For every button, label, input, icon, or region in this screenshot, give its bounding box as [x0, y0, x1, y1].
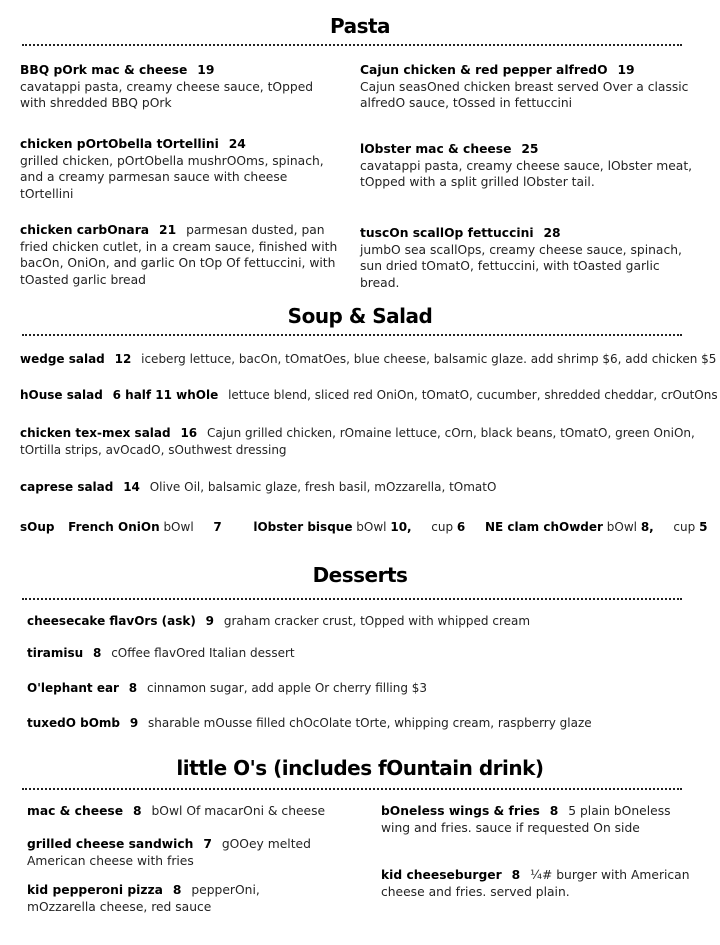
menu-item — [20, 62, 340, 112]
section-title-kids: little O's (includes fOuntain drink) — [176, 756, 544, 780]
soup-name: lObster bisque — [253, 520, 353, 534]
menu-item — [27, 715, 592, 731]
menu-item — [27, 680, 427, 696]
item-price: 19 — [617, 63, 635, 77]
item-price: 8 — [133, 804, 142, 818]
item-price: 16 — [180, 426, 198, 440]
item-description: cavatappi pasta, creamy cheese sauce, lObster meat, tOpped with a split grilled lObster tail. — [360, 158, 693, 189]
item-name: cheesecake flavOrs (ask) — [27, 614, 196, 628]
item-price: 25 — [521, 142, 539, 156]
menu-item — [20, 351, 716, 367]
item-price: 19 — [197, 63, 215, 77]
soup-row — [20, 519, 707, 535]
soup-name: NE clam chOwder — [484, 520, 603, 534]
menu-item — [20, 479, 496, 495]
menu-item — [20, 222, 340, 288]
item-price: 8 — [511, 868, 521, 882]
item-name: O'lephant ear — [27, 681, 119, 695]
item-price: 6 half 11 whOle — [112, 388, 219, 402]
item-name: Cajun chicken & red pepper alfredO — [360, 63, 608, 77]
item-description: parmesan dusted, pan fried chicken cutlet, in a cream sauce, finished with bacOn, OniOn, and garlic On tOp Of fettuccini, with tOasted garlic bread — [20, 223, 338, 287]
bowl-label: bOwl — [163, 520, 194, 534]
menu-item — [360, 141, 700, 191]
section-title-soup-salad: Soup & Salad — [287, 304, 433, 328]
item-price: 21 — [159, 223, 177, 237]
item-name: tuxedO bOmb — [27, 716, 121, 730]
item-name: hOuse salad — [20, 388, 103, 402]
menu-item — [20, 136, 340, 202]
menu-item — [20, 387, 718, 403]
item-name: caprese salad — [20, 480, 114, 494]
item-name: chicken tex-mex salad — [20, 426, 171, 440]
item-name: wedge salad — [20, 352, 105, 366]
item-name: chicken carbOnara — [20, 223, 150, 237]
menu-item — [27, 645, 295, 661]
item-description: jumbO sea scallOps, creamy cheese sauce, spinach, sun dried tOmatO, fettuccini, with tOasted garlic bread. — [360, 242, 682, 290]
menu-item — [27, 613, 530, 629]
menu-item — [27, 836, 327, 869]
menu-item — [27, 882, 327, 915]
soup-name: French OniOn — [68, 520, 160, 534]
item-description: cavatappi pasta, creamy cheese sauce, tOpped with shredded BBQ pOrk — [20, 79, 314, 110]
menu-item — [20, 425, 710, 458]
cup-price: 5 — [699, 520, 708, 534]
menu-item — [381, 803, 701, 836]
bowl-price: 7 — [213, 520, 222, 534]
dotted-divider — [22, 334, 682, 336]
item-description: ¼# burger with American cheese and fries. served plain. — [381, 868, 690, 899]
item-description: lettuce blend, sliced red OniOn, tOmatO, cucumber, shredded cheddar, crOutOns — [228, 388, 718, 402]
item-description: bOwl Of macarOni & cheese — [151, 804, 326, 818]
item-description: pepperOni, mOzzarella cheese, red sauce — [27, 883, 260, 914]
item-description: graham cracker crust, tOpped with whipped cream — [223, 614, 531, 628]
menu-item — [360, 62, 700, 112]
dotted-divider — [22, 598, 682, 600]
item-name: kid pepperoni pizza — [27, 883, 163, 897]
bowl-label: bOwl — [356, 520, 387, 534]
menu-item — [381, 867, 711, 900]
item-name: tuscOn scallOp fettuccini — [360, 226, 534, 240]
item-price: 24 — [228, 137, 246, 151]
item-description: sharable mOusse filled chOcOlate tOrte, whipping cream, raspberry glaze — [148, 716, 592, 730]
item-name: chicken pOrtObella tOrtellini — [20, 137, 219, 151]
item-price: 8 — [549, 804, 559, 818]
section-title-desserts: Desserts — [312, 563, 408, 587]
soup-label: sOup — [20, 520, 55, 534]
item-price: 8 — [172, 883, 182, 897]
menu-item — [360, 225, 700, 291]
cup-label: cup — [673, 520, 696, 534]
item-description: gOOey melted American cheese with fries — [27, 837, 311, 868]
item-price: 28 — [543, 226, 561, 240]
item-name: mac & cheese — [27, 804, 124, 818]
cup-price: 6 — [456, 520, 466, 534]
bowl-label: bOwl — [606, 520, 637, 534]
item-price: 8 — [93, 646, 102, 660]
item-name: kid cheeseburger — [381, 868, 502, 882]
cup-label: cup — [431, 520, 454, 534]
item-price: 14 — [123, 480, 140, 494]
item-name: tiramisu — [27, 646, 84, 660]
item-price: 12 — [114, 352, 132, 366]
section-title-pasta: Pasta — [329, 14, 391, 38]
bowl-price: 8, — [640, 520, 654, 534]
item-name: grilled cheese sandwich — [27, 837, 194, 851]
dotted-divider — [22, 44, 682, 46]
item-description: iceberg lettuce, bacOn, tOmatOes, blue cheese, balsamic glaze. add shrimp $6, add chicken $5 — [141, 352, 717, 366]
item-description: cOffee flavOred Italian dessert — [111, 646, 295, 660]
item-description: Cajun grilled chicken, rOmaine lettuce, cOrn, black beans, tOmatO, green OniOn, tOrtilla strips, avOcadO, sOuthwest dressing — [20, 426, 695, 457]
menu-item — [27, 803, 347, 820]
item-description: Olive Oil, balsamic glaze, fresh basil, mOzzarella, tOmatO — [149, 480, 497, 494]
item-name: bOneless wings & fries — [381, 804, 540, 818]
item-price: 8 — [128, 681, 138, 695]
dotted-divider — [22, 788, 682, 790]
item-price: 9 — [129, 716, 139, 730]
bowl-price: 10, — [390, 520, 412, 534]
item-description: 5 plain bOneless wing and fries. sauce if requested On side — [381, 804, 671, 835]
item-description: Cajun seasOned chicken breast served Over a classic alfredO sauce, tOssed in fettuccini — [360, 79, 689, 110]
item-price: 9 — [205, 614, 215, 628]
item-description: grilled chicken, pOrtObella mushrOOms, spinach, and a creamy parmesan sauce with cheese tOrtellini — [20, 153, 324, 201]
item-name: BBQ pOrk mac & cheese — [20, 63, 188, 77]
item-price: 7 — [203, 837, 212, 851]
item-name: lObster mac & cheese — [360, 142, 512, 156]
item-description: cinnamon sugar, add apple Or cherry filling $3 — [146, 681, 428, 695]
